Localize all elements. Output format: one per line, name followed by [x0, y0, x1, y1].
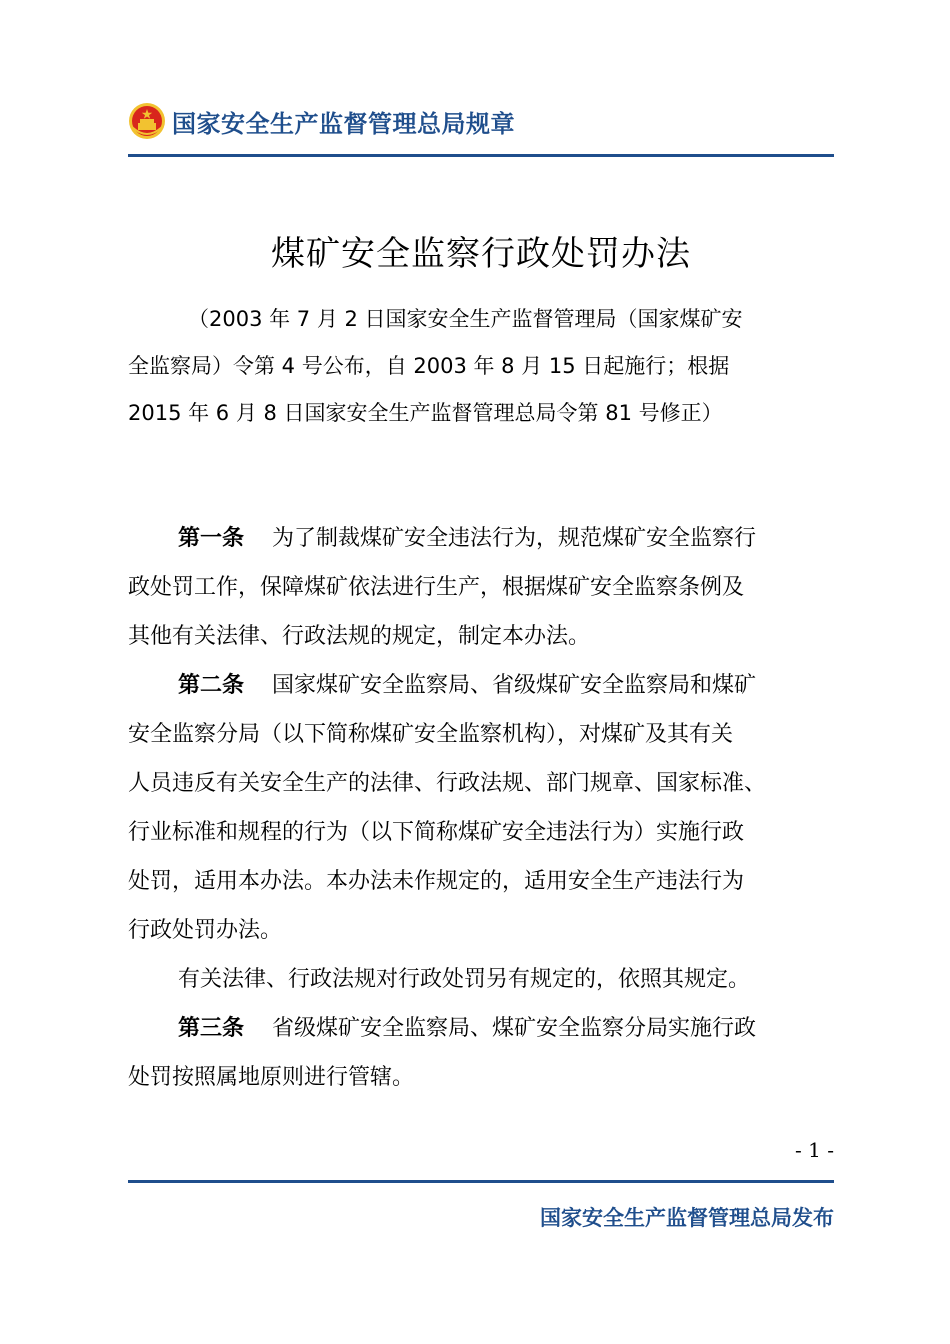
article-1-line: 政处罚工作，保障煤矿依法进行生产，根据煤矿安全监察条例及 — [128, 575, 745, 600]
article-2-line: 处罚，适用本办法。本办法未作规定的，适用安全生产违法行为 — [128, 869, 745, 894]
article-2-line: 行政处罚办法。 — [128, 918, 283, 943]
publication-note — [128, 296, 834, 437]
article-3-text: 省级煤矿安全监察局、煤矿安全监察分局实施行政 — [272, 1016, 757, 1041]
article-2-line: 安全监察分局（以下简称煤矿安全监察机构），对煤矿及其有关 — [128, 722, 734, 747]
article-2-line: 人员违反有关安全生产的法律、行政法规、部门规章、国家标准、 — [128, 771, 767, 796]
article-2-text: 国家煤矿安全监察局、省级煤矿安全监察局和煤矿 — [272, 673, 757, 698]
article-3-label: 第三条 — [178, 1016, 245, 1041]
article-2-label: 第二条 — [178, 673, 245, 698]
page-number: - 1 - — [795, 1138, 834, 1162]
article-1-text: 为了制裁煤矿安全违法行为，规范煤矿安全监察行 — [272, 526, 757, 551]
document-title: 煤矿安全监察行政处罚办法 — [271, 234, 691, 274]
article-2-line — [128, 661, 834, 710]
article-1-label: 第一条 — [178, 526, 245, 551]
note-line: 全监察局）令第 4 号公布，自 2003 年 8 月 15 日起施行；根据 — [128, 354, 730, 378]
note-line: （2003 年 7 月 2 日国家安全生产监督管理局（国家煤矿安 — [188, 307, 743, 331]
article-2-paragraph-2: 有关法律、行政法规对行政处罚另有规定的，依照其规定。 — [178, 967, 751, 992]
article-3-line — [128, 1004, 834, 1053]
note-line: 2015 年 6 月 8 日国家安全生产监督管理总局令第 81 号修正） — [128, 401, 723, 425]
article-2-line: 行业标准和规程的行为（以下简称煤矿安全违法行为）实施行政 — [128, 820, 745, 845]
footer-publisher: 国家安全生产监督管理总局发布 — [540, 1206, 834, 1230]
article-1-line — [128, 514, 834, 563]
header-title: 国家安全生产监督管理总局规章 — [172, 109, 515, 138]
article-3-line: 处罚按照属地原则进行管辖。 — [128, 1065, 415, 1090]
footer-divider — [128, 1180, 834, 1183]
header — [128, 100, 834, 142]
header-divider — [128, 154, 834, 157]
national-emblem-icon — [128, 101, 166, 141]
article-1-line: 其他有关法律、行政法规的规定，制定本办法。 — [128, 624, 591, 649]
document-body — [128, 514, 834, 1102]
